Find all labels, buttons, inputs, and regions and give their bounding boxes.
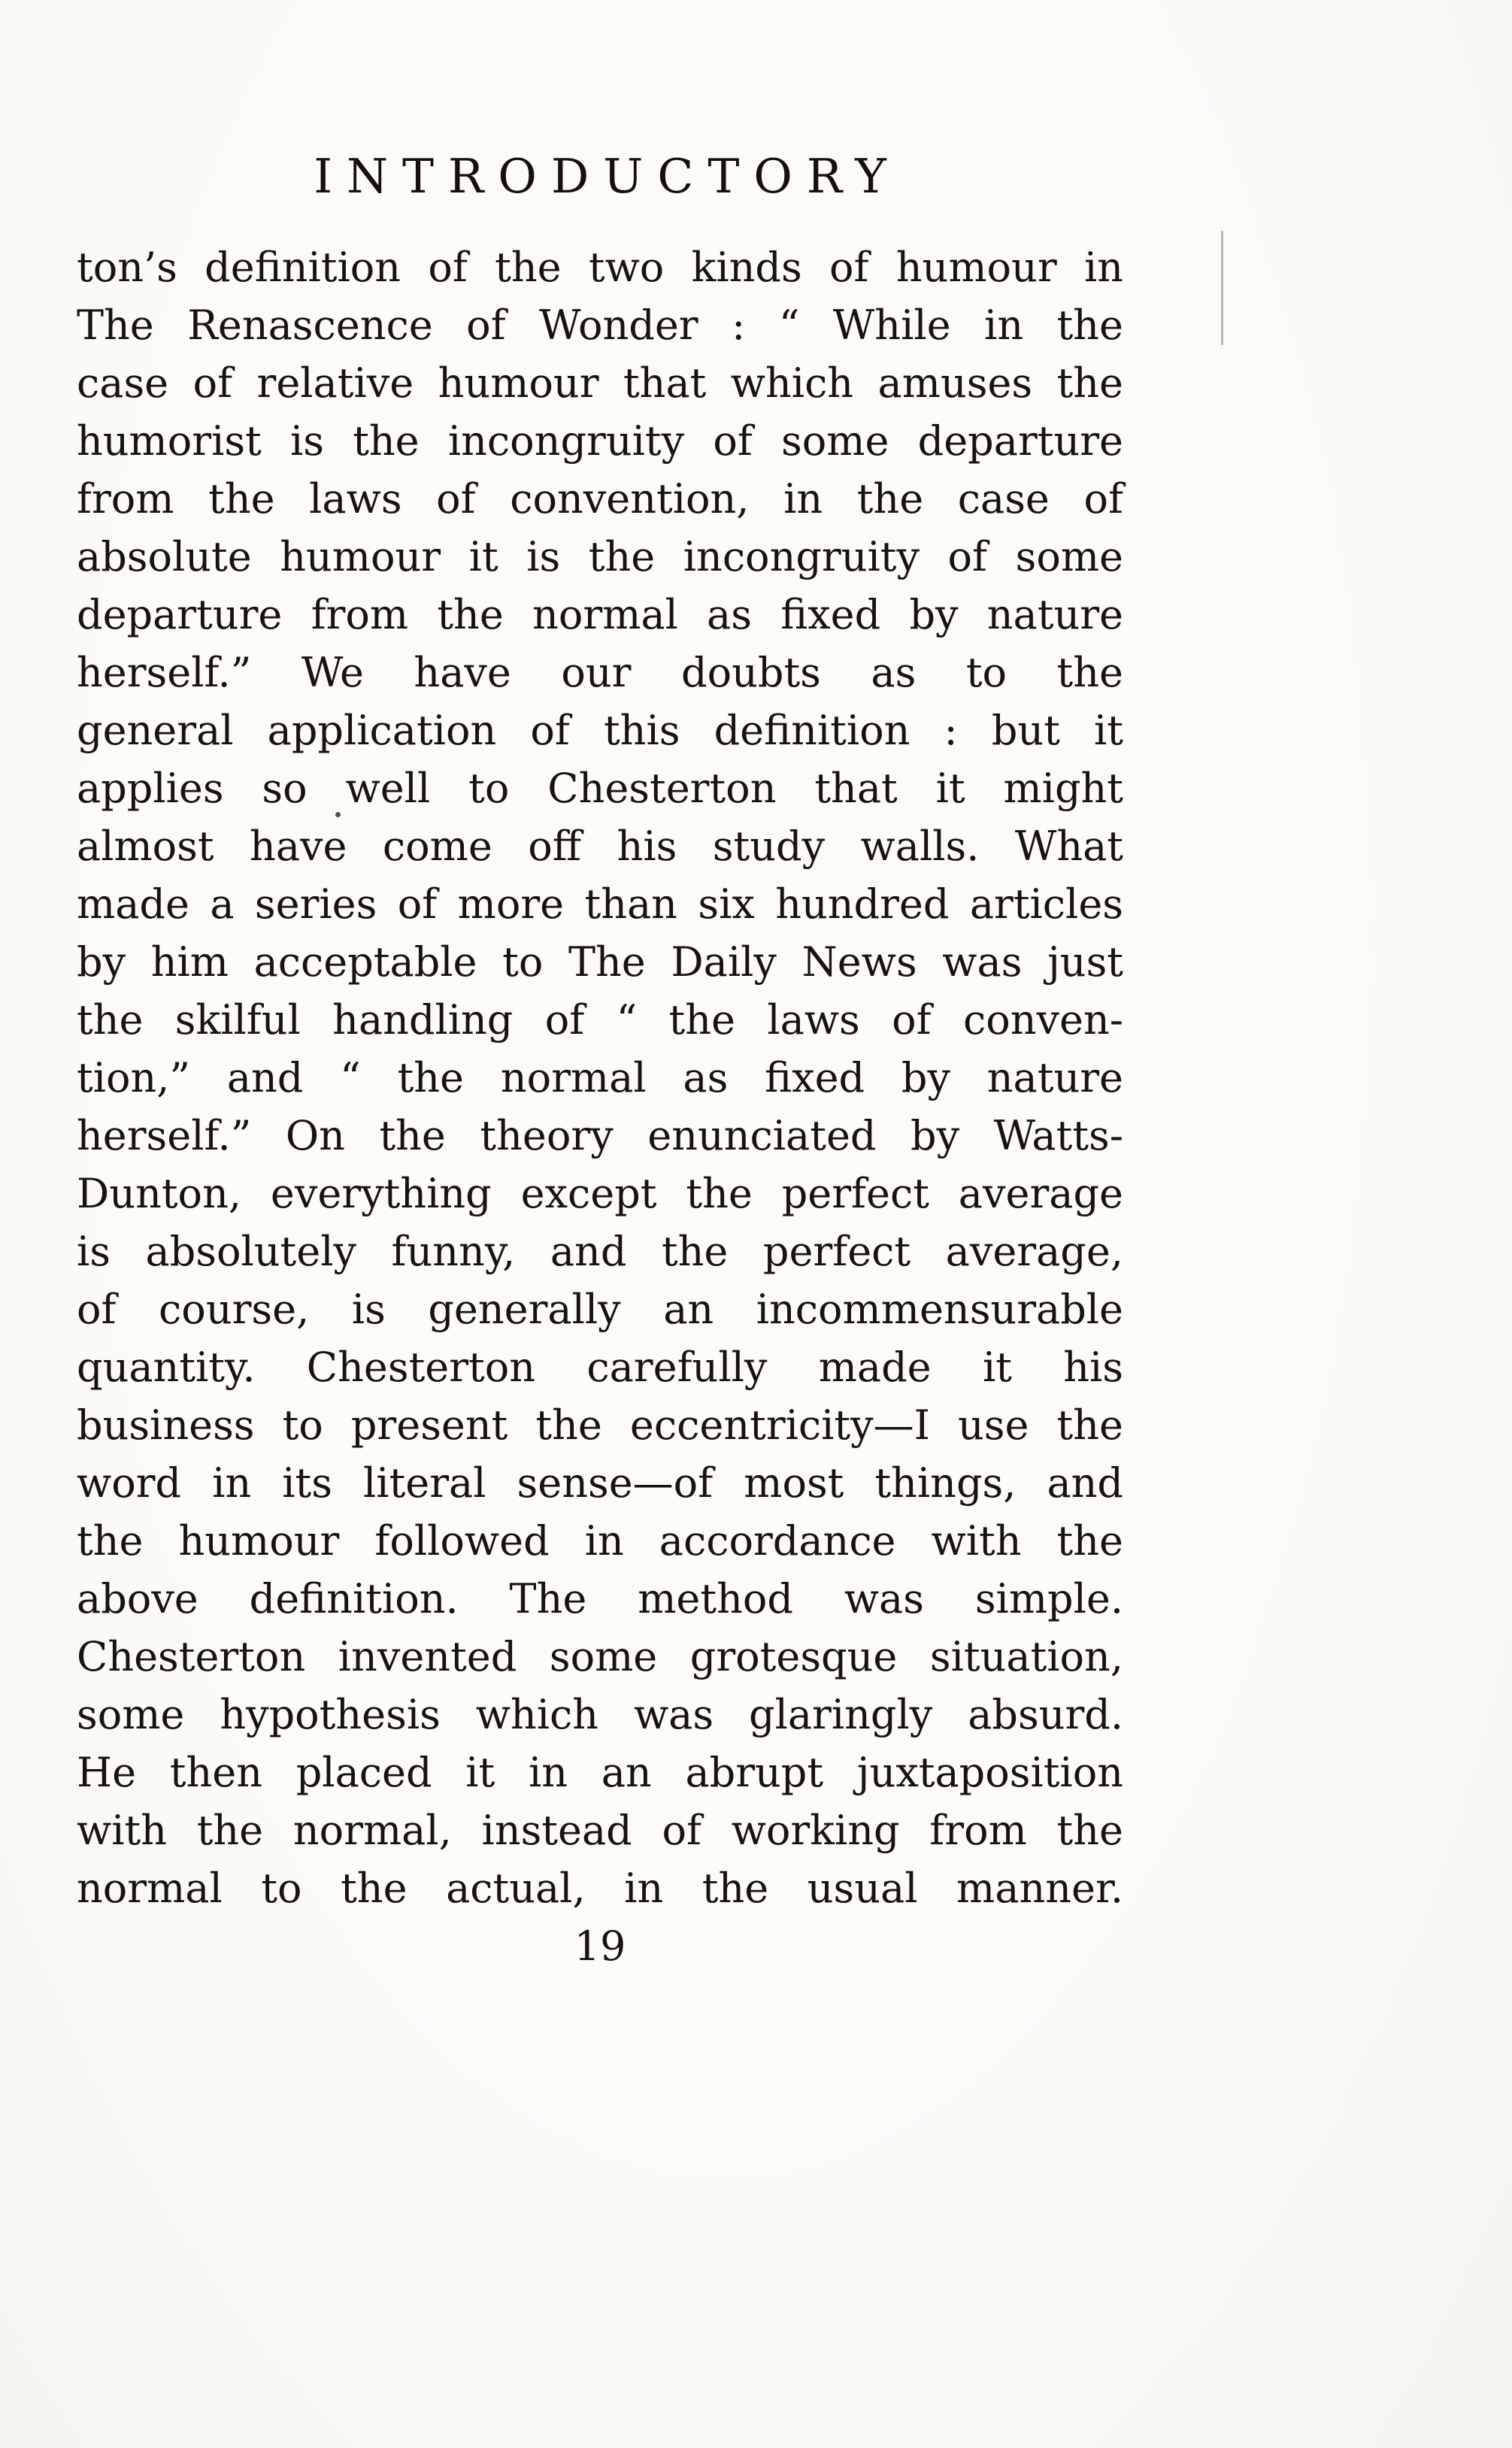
text-line: case of relative humour that which amuses the	[77, 359, 1123, 407]
text-line: business to present the eccentricity—I use the	[77, 1401, 1123, 1449]
page-header: INTRODUCTORY	[314, 149, 901, 204]
text-line: of course, is generally an incommensurable	[77, 1286, 1123, 1333]
text-line: ton’s definition of the two kinds of humour in	[77, 244, 1123, 291]
text-line: general application of this definition : but it	[77, 707, 1123, 754]
text-line: normal to the actual, in the usual manner.	[77, 1865, 1123, 1912]
text-line: above definition. The method was simple.	[77, 1575, 1123, 1622]
scan-artifact-line	[1221, 231, 1223, 345]
text-line: some hypothesis which was glaringly absurd.	[77, 1691, 1123, 1738]
text-line: He then placed it in an abrupt juxtaposition	[77, 1749, 1123, 1796]
text-line: Chesterton invented some grotesque situation,	[77, 1633, 1123, 1680]
text-line: the humour followed in accordance with the	[77, 1517, 1123, 1565]
text-column	[77, 0, 1123, 1975]
text-line: with the normal, instead of working from the	[77, 1807, 1123, 1854]
text-line: by him acceptable to The Daily News was just	[77, 938, 1123, 986]
body-text	[77, 238, 1123, 1917]
text-line: tion,” and “ the normal as fixed by nature	[77, 1054, 1123, 1101]
text-line: humorist is the incongruity of some departure	[77, 417, 1123, 465]
page-number: 19	[574, 1922, 626, 1970]
text-line: departure from the normal as fixed by nature	[77, 591, 1123, 638]
text-line: Dunton, everything except the perfect average	[77, 1170, 1123, 1217]
text-line: herself.” We have our doubts as to the	[77, 649, 1123, 696]
text-line: is absolutely funny, and the perfect average,	[77, 1228, 1123, 1275]
text-line: made a series of more than six hundred articles	[77, 880, 1123, 928]
text-line: from the laws of convention, in the case of	[77, 475, 1123, 523]
text-line: word in its literal sense—of most things, and	[77, 1459, 1123, 1507]
text-line: herself.” On the theory enunciated by Watts-	[77, 1112, 1123, 1159]
text-line: The Renascence of Wonder : “ While in the	[77, 301, 1123, 349]
text-line: almost have come off his study walls. What	[77, 823, 1123, 870]
text-line: the skilful handling of “ the laws of conven-	[77, 996, 1123, 1044]
text-line: absolute humour it is the incongruity of some	[77, 533, 1123, 580]
text-line: quantity. Chesterton carefully made it his	[77, 1344, 1123, 1391]
text-line: applies so well to Chesterton that it might	[77, 765, 1123, 812]
